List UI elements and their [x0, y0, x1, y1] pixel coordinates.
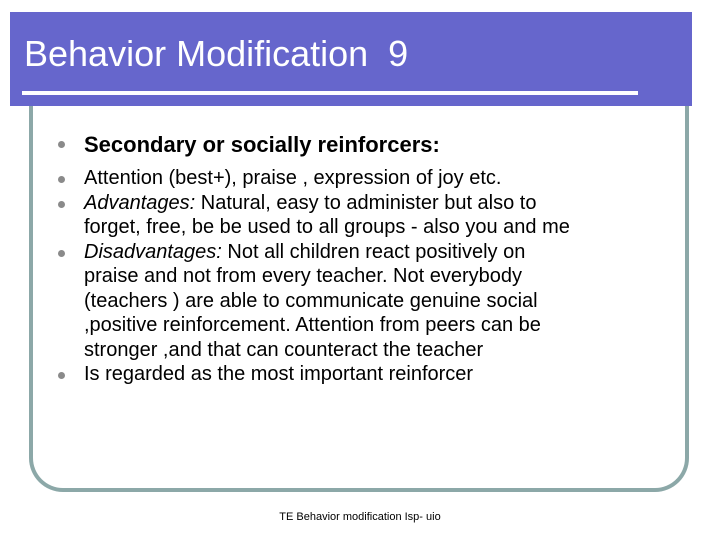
- disadvantages-label: Disadvantages:: [84, 240, 222, 263]
- slide-title: Behavior Modification 9: [24, 33, 409, 74]
- bullet-text-line: [84, 240, 686, 265]
- bullet-item-disadvantages: [56, 240, 686, 363]
- bullet-text-line: Attention (best+), praise , expression of joy etc.: [84, 167, 502, 189]
- bullet-dot-icon: [58, 201, 65, 208]
- bullet-text-line: Is regarded as the most important reinforcer: [84, 363, 474, 385]
- bullet-item-advantages: [56, 191, 686, 240]
- bullet-item-important: [56, 362, 686, 387]
- slide-heading: Secondary or socially reinforcers:: [84, 132, 440, 157]
- slide-content: [56, 126, 686, 387]
- bullet-text-line: ,positive reinforcement. Attention from peers can be: [84, 314, 541, 336]
- bullet-dot-icon: [58, 176, 65, 183]
- bullet-text-line: forget, free, be be used to all groups - also you and me: [84, 216, 570, 238]
- bullet-item-attention: [56, 166, 686, 191]
- bullet-text-line: (teachers ) are able to communicate genuine social: [84, 289, 538, 312]
- slide-footer: TE Behavior modification Isp- uio: [279, 511, 441, 523]
- bullet-text-line: stronger ,and that can counteract the teacher: [84, 338, 484, 361]
- title-underline: [22, 91, 638, 95]
- bullet-dot-icon: [58, 250, 65, 257]
- heading-item: [56, 126, 686, 164]
- bullet-text-line: praise and not from every teacher. Not everybody: [84, 265, 523, 287]
- disadvantages-text: Not all children react positively on: [221, 240, 526, 263]
- advantages-text: Natural, easy to administer but also to: [195, 191, 537, 214]
- bullet-text-line: [84, 191, 686, 216]
- bullet-dot-icon: [58, 141, 65, 148]
- bullet-dot-icon: [58, 372, 65, 379]
- advantages-label: Advantages:: [84, 191, 196, 214]
